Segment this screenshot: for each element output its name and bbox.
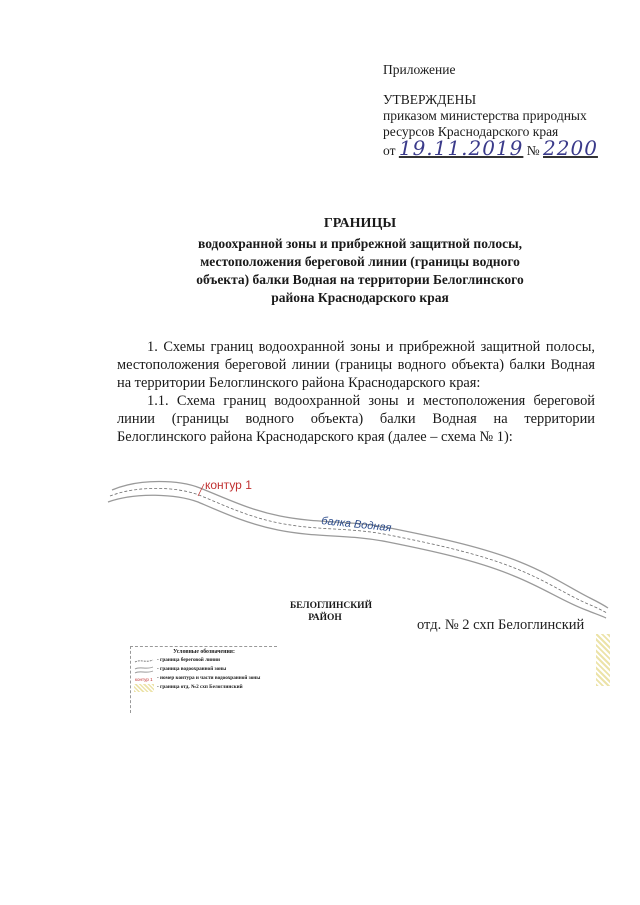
legend-label-contour: - номер контура и части водоохранной зоны	[157, 674, 261, 681]
paragraph-1-1: 1.1. Схема границ водоохранной зоны и местоположения береговой линии (границы водного объекта) балки Водная на территории Белоглинского района Краснодарского края (далее – схема № 1):	[117, 393, 595, 445]
settlement-symbol	[134, 684, 154, 692]
scheme-map	[100, 470, 620, 640]
legend-item-settlement	[134, 684, 277, 693]
water-protection-zone-outline	[112, 482, 608, 609]
title-head: ГРАНИЦЫ	[323, 216, 397, 231]
shoreline-symbol	[134, 657, 154, 665]
body-text	[117, 338, 595, 446]
district-label	[290, 600, 372, 624]
river-label: балка Водная	[320, 515, 392, 535]
number-prefix: №	[526, 143, 540, 158]
legend	[130, 646, 277, 713]
paragraph-1: 1. Схемы границ водоохранной зоны и прибрежной защитной полосы, местоположения береговой линии (границы водного объекта) балки Водная на территории Белоглинского района Краснодарского края:	[117, 339, 595, 391]
contour-label: контур 1	[205, 478, 252, 492]
order-line-2: ресурсов Краснодарского края	[383, 124, 559, 139]
district-line-2: РАЙОН	[308, 613, 342, 623]
title-line-1: водоохранной зоны и прибрежной защитной полосы,	[198, 236, 522, 251]
settlement-label: отд. № 2 схп Белоглинский	[417, 617, 585, 633]
contour-leader-line	[198, 484, 204, 496]
legend-item-zone	[134, 666, 277, 675]
title-line-3: объекта) балки Водная на территории Белоглинского	[196, 272, 524, 287]
contour-symbol-label: контур 1	[135, 676, 153, 682]
contour-symbol	[134, 675, 154, 683]
legend-item-contour	[134, 675, 277, 684]
title-line-4: района Краснодарского края	[271, 290, 449, 305]
from-prefix: от	[383, 143, 396, 158]
appendix-label: Приложение	[383, 62, 456, 77]
shoreline	[110, 488, 607, 613]
legend-item-shoreline	[134, 657, 277, 666]
document-title	[140, 215, 580, 307]
legend-label-settlement: - граница отд. №2 схп Белоглинский	[157, 683, 243, 690]
zone-symbol	[134, 666, 154, 674]
legend-title: Условные обозначения:	[173, 649, 235, 655]
title-line-2: местоположения береговой линии (границы водного	[200, 254, 520, 269]
approved-label: УТВЕРЖДЕНЫ	[383, 92, 477, 107]
district-line-1: БЕЛОГЛИНСКИЙ	[290, 601, 372, 611]
approval-block	[383, 62, 603, 159]
order-date: 19.11.2019	[398, 136, 524, 160]
legend-label-shoreline: - граница береговой линии	[157, 656, 220, 663]
order-number: 2200	[543, 136, 598, 160]
order-line-1: приказом министерства природных	[383, 108, 587, 123]
legend-label-zone: - граница водоохранной зоны	[157, 665, 227, 672]
settlement-boundary-hatch	[596, 634, 610, 686]
order-date-line	[383, 136, 603, 160]
